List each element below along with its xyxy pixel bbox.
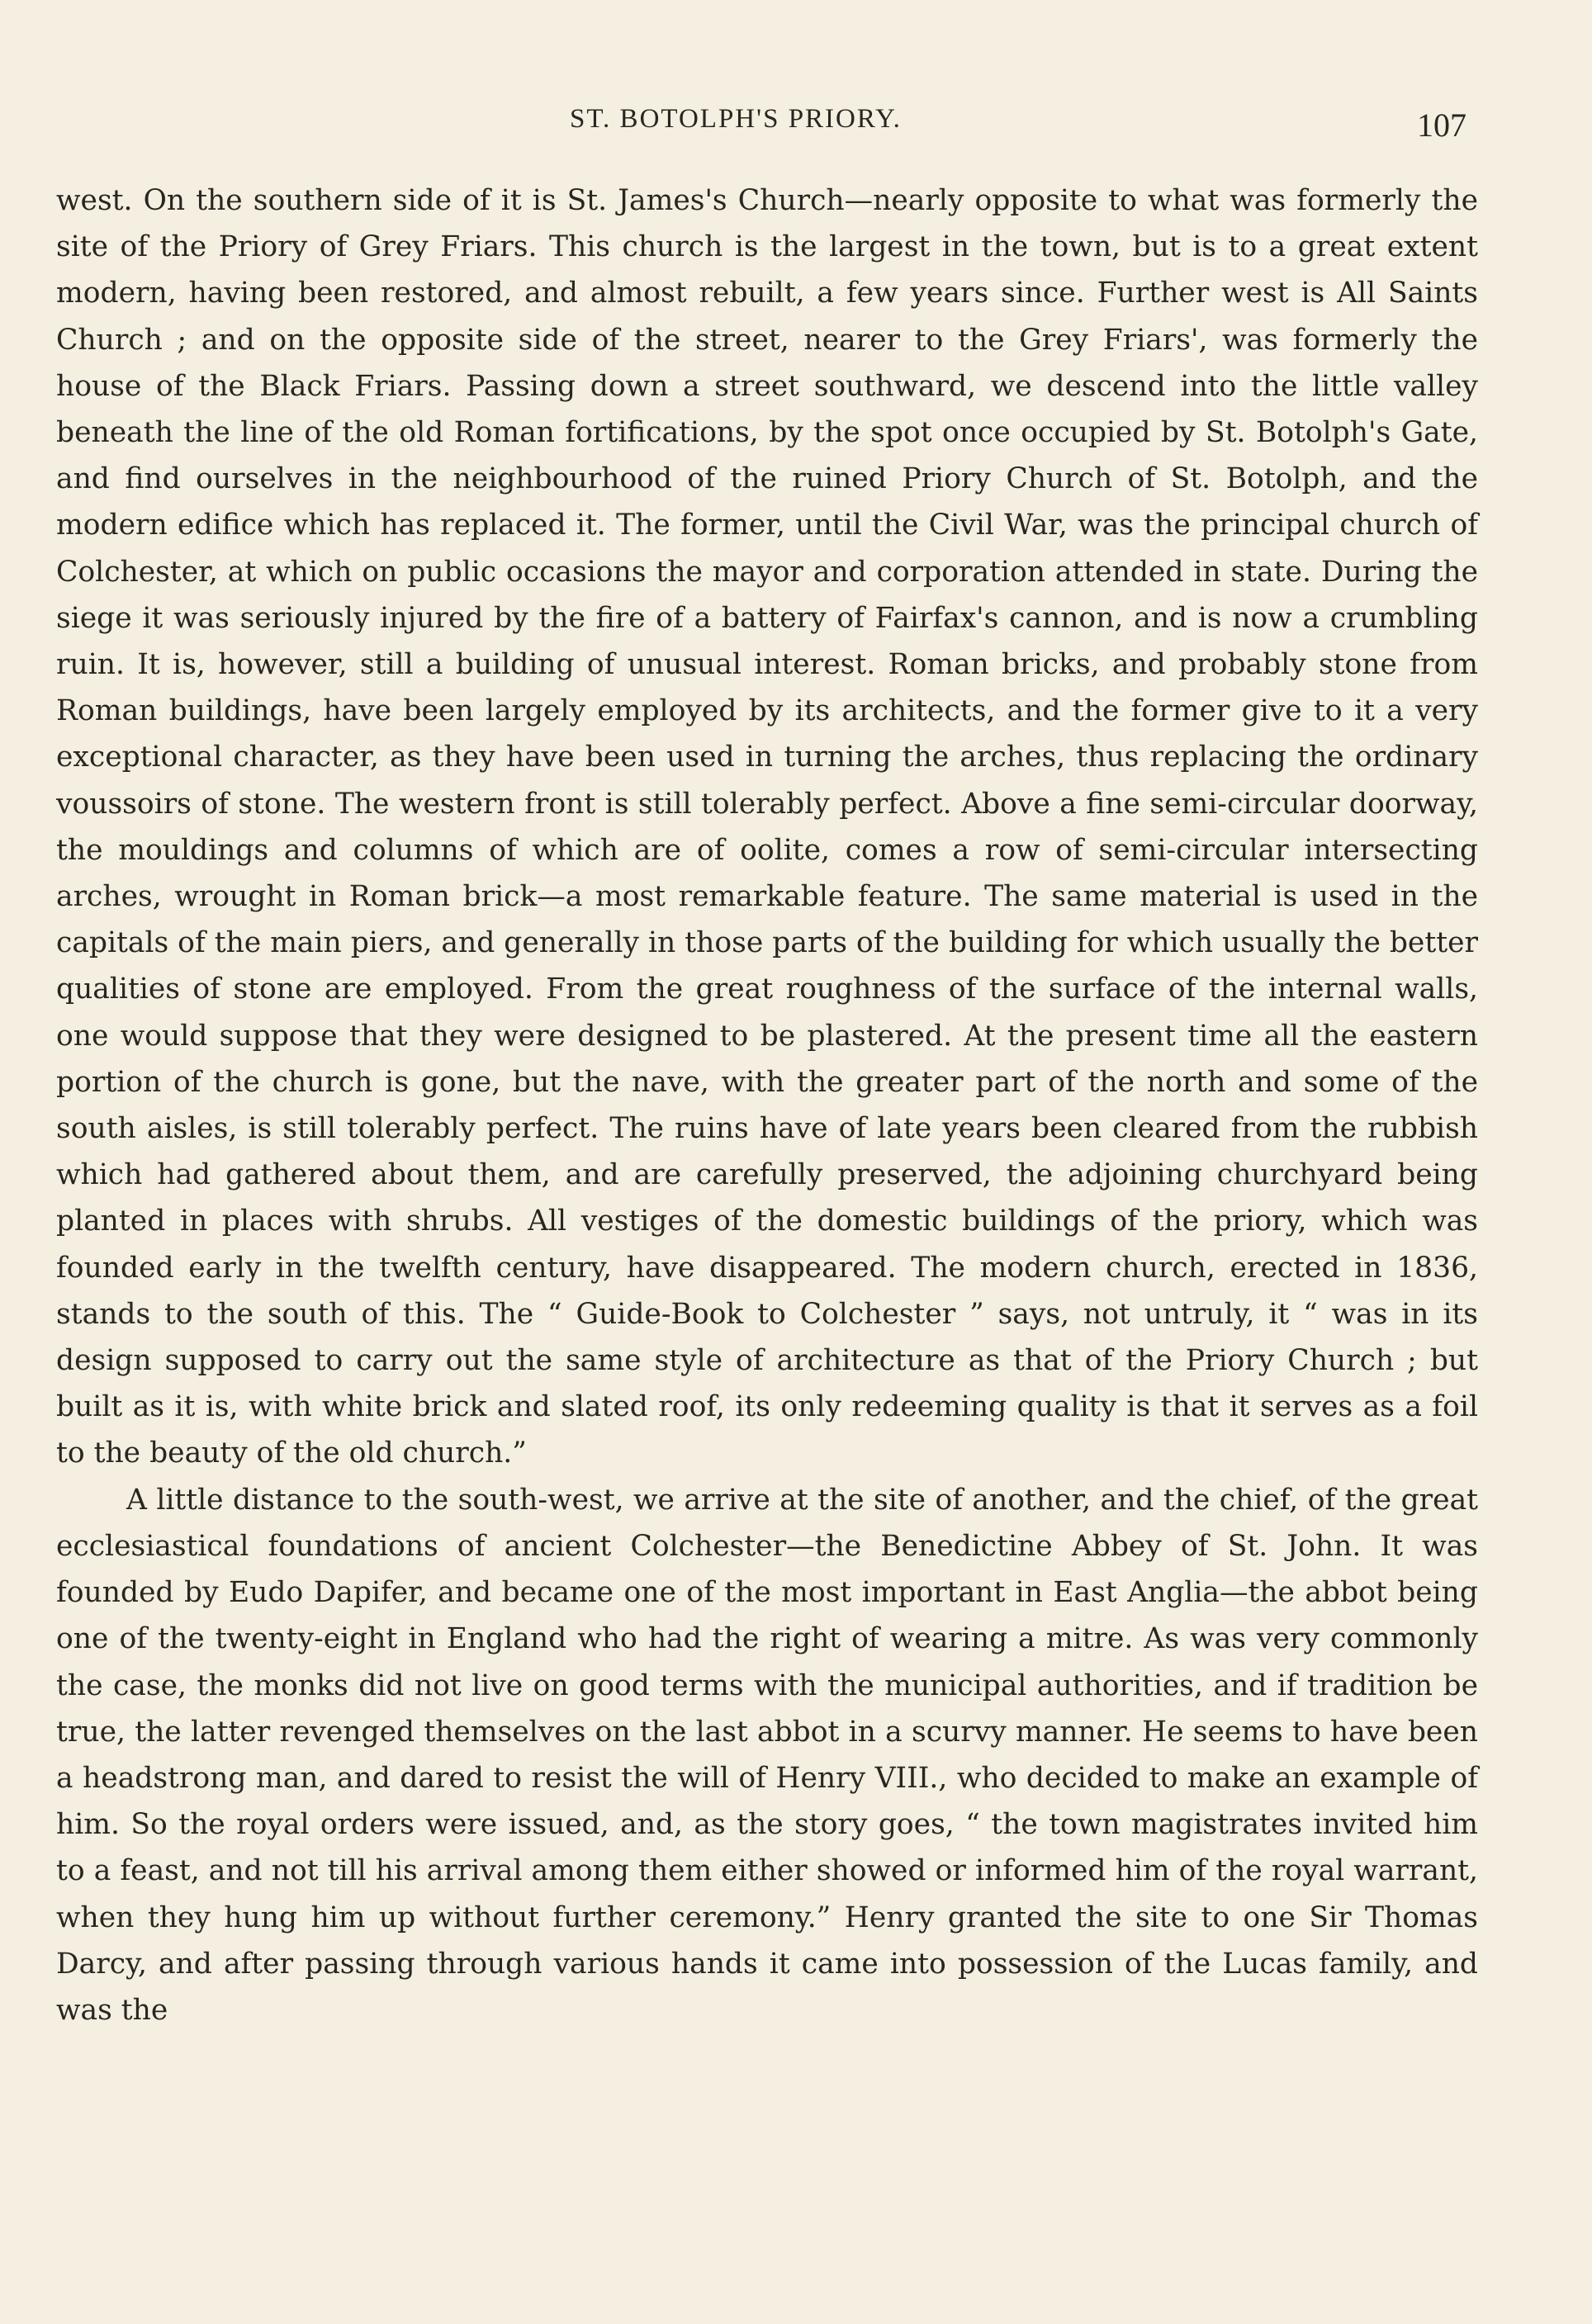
body-text [56, 177, 1478, 2033]
page-number: 107 [1417, 106, 1466, 144]
paragraph-st-john-abbey: A little distance to the south-west, we arrive at the site of another, and the chief, of the great ecclesiastical foundations of ancient Colchester—the Benedictine Abbey of St. John. It was founded by Eudo Dapifer, and became one of the most important in East Anglia—the abbot being one of the twenty-eight in England who had the right of wearing a mitre. As was very commonly the case, the monks did not live on good terms with the municipal authorities, and if tradition be true, the latter revenged themselves on the last abbot in a scurvy manner. He seems to have been a headstrong man, and dared to resist the will of Henry VIII., who decided to make an example of him. So the royal orders were issued, and, as the story goes, “ the town magistrates invited him to a feast, and not till his arrival among them either showed or informed him of the royal warrant, when they hung him up without further ceremony.” Henry granted the site to one Sir Thomas Darcy, and after passing through various hands it came into possession of the Lucas family, and was the [56, 1483, 1478, 2027]
running-head [0, 97, 1592, 147]
paragraph-continued: west. On the southern side of it is St. James's Church—nearly opposite to what was formerly the site of the Priory of Grey Friars. This church is the largest in the town, but is to a great extent modern, having been restored, and almost rebuilt, a few years since. Further west is All Saints Church ; and on the opposite side of the street, nearer to the Grey Friars', was formerly the house of the Black Friars. Passing down a street southward, we descend into the little valley beneath the line of the old Roman fortifications, by the spot once occupied by St. Botolph's Gate, and find ourselves in the neighbourhood of the ruined Priory Church of St. Botolph, and the modern edifice which has replaced it. The former, until the Civil War, was the principal church of Colchester, at which on public occasions the mayor and corporation attended in state. During the siege it was seriously injured by the fire of a battery of Fairfax's cannon, and is now a crumbling ruin. It is, however, still a building of unusual interest. Roman bricks, and probably stone from Roman buildings, have been largely employed by its architects, and the former give to it a very exceptional character, as they have been used in turning the arches, thus replacing the ordinary voussoirs of stone. The western front is still tolerably perfect. Above a fine semi-circular doorway, the mouldings and columns of which are of oolite, comes a row of semi-circular intersecting arches, wrought in Roman brick—a most remarkable feature. The same material is used in the capitals of the main piers, and generally in those parts of the building for which usually the better qualities of stone are employed. From the great roughness of the surface of the internal walls, one would suppose that they were designed to be plastered. At the present time all the eastern portion of the church is gone, but the nave, with the greater part of the north and some of the south aisles, is still tolerably perfect. The ruins have of late years been cleared from the rubbish which had gathered about them, and are carefully preserved, the adjoining churchyard being planted in places with shrubs. All vestiges of the domestic buildings of the priory, which was founded early in the twelfth century, have disappeared. The modern church, erected in 1836, stands to the south of this. The “ Guide-Book to Colchester ” says, not untruly, it “ was in its design supposed to carry out the same style of architecture as that of the Priory Church ; but built as it is, with white brick and slated roof, its only redeeming quality is that it serves as a foil to the beauty of the old church.” [56, 184, 1478, 1470]
running-title: ST. BOTOLPH'S PRIORY. [570, 104, 902, 134]
